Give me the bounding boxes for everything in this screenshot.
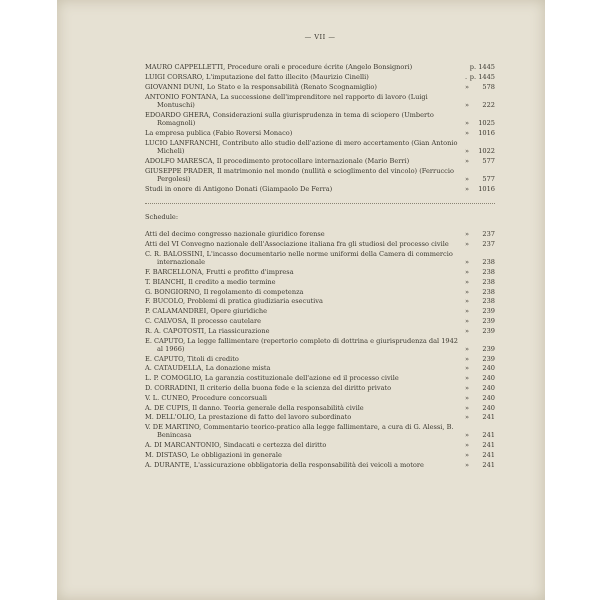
entry-mark: »: [465, 100, 470, 109]
entry-ref: [465, 364, 495, 372]
entry-page: 240: [482, 384, 495, 392]
entry-mark: »: [465, 431, 470, 440]
entry-mark: »: [465, 184, 470, 193]
review-index-list: [145, 63, 495, 193]
entry-ref: [465, 404, 495, 412]
entry-mark: »: [465, 460, 470, 469]
entry-ref: [465, 278, 495, 286]
entry-page: 239: [482, 307, 495, 316]
index-entry: [145, 129, 495, 137]
entry-page: 239: [482, 354, 495, 363]
entry-text: Atti del decimo congresso nazionale giuridico forense: [145, 230, 325, 239]
entry-text: V. L. CUNEO, Procedure concorsuali: [145, 393, 268, 402]
entry-mark: »: [465, 82, 470, 91]
entry-page: 1016: [478, 128, 495, 137]
entry-text: ANTONIO FONTANA, La successione dell'imprenditore nel rapporto di lavoro (Luigi Montuschi): [145, 92, 428, 109]
index-entry: [145, 441, 495, 449]
entry-mark: »: [465, 364, 470, 373]
index-entry: [145, 374, 495, 382]
entry-page: 238: [482, 258, 495, 267]
entry-page: 577: [482, 174, 495, 183]
entry-ref: [465, 327, 495, 335]
entry-text: V. DE MARTINO, Commentario teorico-pratico alla legge fallimentare, a cura di G. Alessi, B. Benincasa: [145, 423, 454, 440]
entry-mark: »: [465, 374, 470, 383]
entry-page: 241: [482, 460, 495, 469]
entry-mark: »: [465, 174, 470, 183]
entry-mark: »: [465, 344, 470, 353]
entry-text: LUCIO LANFRANCHI, Contributo allo studio dell'azione di mero accertamento (Gian Antonio Micheli): [145, 138, 458, 155]
index-entry: [145, 157, 495, 165]
entry-ref: [465, 101, 495, 109]
entry-mark: .: [465, 73, 468, 82]
index-entry: [145, 167, 495, 184]
entry-page: 238: [482, 267, 495, 276]
entry-text: A. DI MARCANTONIO, Sindacati e certezza del diritto: [145, 441, 327, 450]
entry-page: 239: [482, 326, 495, 335]
entry-page: 238: [482, 277, 495, 286]
entry-text: A. DURANTE, L'assicurazione obbligatoria della responsabilità dei veicoli a motore: [145, 460, 424, 469]
book-page: [57, 0, 545, 600]
index-entry: [145, 230, 495, 238]
index-entry: [145, 139, 495, 156]
index-entry: [145, 185, 495, 193]
entry-ref: [465, 394, 495, 402]
entry-ref: [465, 345, 495, 353]
index-entry: [145, 423, 495, 440]
entry-mark: »: [465, 277, 470, 286]
entry-mark: »: [465, 297, 470, 306]
entry-page: 238: [482, 297, 495, 306]
index-entry: [145, 355, 495, 363]
entry-ref: [465, 230, 495, 238]
index-entry: [145, 394, 495, 402]
index-entry: [145, 317, 495, 325]
entry-text: Studi in onore di Antigono Donati (Giampaolo De Ferra): [145, 184, 333, 193]
entry-text: E. CAPUTO, Titoli di credito: [145, 354, 239, 363]
entry-text: LUIGI CORSARO, L'imputazione del fatto illecito (Maurizio Cinelli): [145, 73, 369, 82]
entry-mark: »: [465, 156, 470, 165]
entry-ref: [465, 441, 495, 449]
index-entry: [145, 297, 495, 305]
entry-text: GIOVANNI DUNI, Lo Stato e la responsabilità (Renato Scognamiglio): [145, 82, 377, 91]
entry-text: E. CAPUTO, La legge fallimentare (repertorio completo di dottrina e giurisprudenza dal 1942 al 1966): [145, 336, 458, 353]
entry-page: 240: [482, 374, 495, 383]
entry-mark: »: [465, 326, 470, 335]
entry-ref: [465, 431, 495, 439]
entry-text: GIUSEPPE PRADER, Il matrimonio nel mondo (nullità e scioglimento del vincolo) (Ferruccio Pergolesi): [145, 166, 454, 183]
entry-text: EDOARDO GHERA, Considerazioni sulla giurisprudenza in tema di sciopero (Umberto Romagnoli): [145, 110, 434, 128]
entry-page: 1016: [478, 184, 495, 193]
entry-ref: [465, 129, 495, 137]
index-entry: [145, 278, 495, 286]
entry-ref: [465, 307, 495, 315]
entry-mark: »: [465, 316, 470, 325]
entry-ref: [465, 297, 495, 305]
entry-mark: »: [465, 287, 470, 296]
entry-text: T. BIANCHI, Il credito a medio termine: [145, 277, 276, 286]
entry-page: 239: [482, 344, 495, 353]
entry-ref: [465, 461, 495, 469]
entry-page: 237: [482, 230, 495, 239]
entry-text: MAURO CAPPELLETTI, Procedure orali e procedure écrite (Angelo Bonsignori): [145, 63, 413, 72]
entry-page: 578: [482, 82, 495, 91]
entry-text: A. DE CUPIS, Il danno. Teoria generale della responsabilità civile: [145, 403, 364, 412]
entry-ref: [465, 83, 495, 91]
entry-mark: »: [465, 307, 470, 316]
entry-ref: [465, 413, 495, 421]
entry-mark: »: [465, 393, 470, 402]
index-entry: [145, 268, 495, 276]
entry-page: 241: [482, 451, 495, 460]
entry-mark: »: [465, 267, 470, 276]
entry-page: 240: [482, 403, 495, 412]
entry-ref: [465, 384, 495, 392]
entry-page: p. 1445: [469, 73, 495, 82]
entry-ref: [465, 355, 495, 363]
entry-page: 222: [482, 100, 495, 109]
entry-page: 241: [482, 431, 495, 440]
entry-text: P. CALAMANDREI, Opere giuridiche: [145, 307, 268, 316]
entry-text: D. CORRADINI, Il criterio della buona fede e la scienza del diritto privato: [145, 384, 392, 392]
entry-text: C. R. BALOSSINI, L'incasso documentario nelle norme uniformi della Camera di commercio internazionale: [145, 249, 453, 267]
index-entry: [145, 404, 495, 412]
entry-page: 237: [482, 240, 495, 249]
index-entry: [145, 337, 495, 354]
index-entry: [145, 413, 495, 421]
entry-ref: [465, 147, 495, 155]
entry-mark: »: [465, 258, 470, 267]
entry-ref: [465, 185, 495, 193]
entry-text: F. BARCELLONA, Frutti e profitto d'impresa: [145, 267, 294, 276]
entry-ref: [465, 175, 495, 183]
entry-page: 241: [482, 413, 495, 422]
index-entry: [145, 307, 495, 315]
entry-text: R. A. CAPOTOSTI, La riassicurazione: [145, 326, 270, 335]
entry-page: 1022: [478, 146, 495, 155]
entry-text: Atti del VI Convegno nazionale dell'Associazione italiana fra gli studiosi del processo civile: [145, 240, 449, 249]
entry-text: F. BUCOLO, Problemi di pratica giudiziaria esecutiva: [145, 297, 323, 306]
entry-page: 239: [482, 316, 495, 325]
entry-text: ADOLFO MARESCA, Il procedimento protocollare internazionale (Mario Berri): [145, 156, 410, 165]
entry-mark: »: [465, 230, 470, 239]
entry-mark: »: [465, 128, 470, 137]
entry-text: A. CATAUDELLA, La donazione mista: [145, 364, 271, 373]
entry-ref: [465, 258, 495, 266]
entry-ref: [465, 240, 495, 248]
entry-ref: [465, 157, 495, 165]
entry-mark: »: [465, 119, 470, 128]
entry-mark: »: [465, 146, 470, 155]
entry-mark: »: [465, 384, 470, 392]
entry-mark: »: [465, 413, 470, 422]
entry-ref: [465, 63, 495, 71]
entry-page: 240: [482, 364, 495, 373]
entry-mark: »: [465, 441, 470, 450]
index-entry: [145, 240, 495, 248]
index-entry: [145, 73, 495, 81]
entry-text: G. BONGIORNO, Il regolamento di competenza: [145, 287, 304, 296]
index-entry: [145, 327, 495, 335]
entry-mark: »: [465, 240, 470, 249]
index-entry: [145, 461, 495, 469]
entry-text: M. DISTASO, Le obbligazioni in generale: [145, 451, 282, 460]
index-entry: [145, 250, 495, 267]
entry-ref: [465, 73, 495, 81]
page-number: — VII —: [304, 33, 336, 41]
entry-page: 1025: [478, 119, 495, 128]
entry-mark: »: [465, 403, 470, 412]
entry-mark: »: [465, 451, 470, 460]
entry-text: L. P. COMOGLIO, La garanzia costituzionale dell'azione ed il processo civile: [145, 374, 399, 383]
entry-text: C. CALVOSA, Il processo cautelare: [145, 316, 262, 325]
index-entry: [145, 93, 495, 110]
index-entry: [145, 288, 495, 296]
entry-page: p. 1445: [469, 63, 495, 72]
entry-ref: [465, 451, 495, 459]
entry-text: M. DELL'OLIO, La prestazione di fatto del lavoro subordinato: [145, 413, 352, 422]
entry-ref: [465, 317, 495, 325]
entry-ref: [465, 374, 495, 382]
entry-page: 238: [482, 287, 495, 296]
entry-ref: [465, 119, 495, 127]
entry-mark: »: [465, 354, 470, 363]
index-entry: [145, 384, 495, 392]
entry-page: 577: [482, 156, 495, 165]
index-entry: [145, 364, 495, 372]
entry-page: 240: [482, 393, 495, 402]
index-entry: [145, 111, 495, 128]
index-content: [145, 33, 495, 471]
entry-page: 241: [482, 441, 495, 450]
entry-ref: [465, 268, 495, 276]
entry-ref: [465, 288, 495, 296]
section-heading: Schedule:: [145, 203, 495, 221]
entry-text: La empresa publica (Fabio Roversi Monaco): [145, 128, 293, 137]
index-entry: [145, 83, 495, 91]
index-entry: [145, 451, 495, 459]
index-entry: [145, 63, 495, 71]
schedule-index-list: [145, 230, 495, 469]
